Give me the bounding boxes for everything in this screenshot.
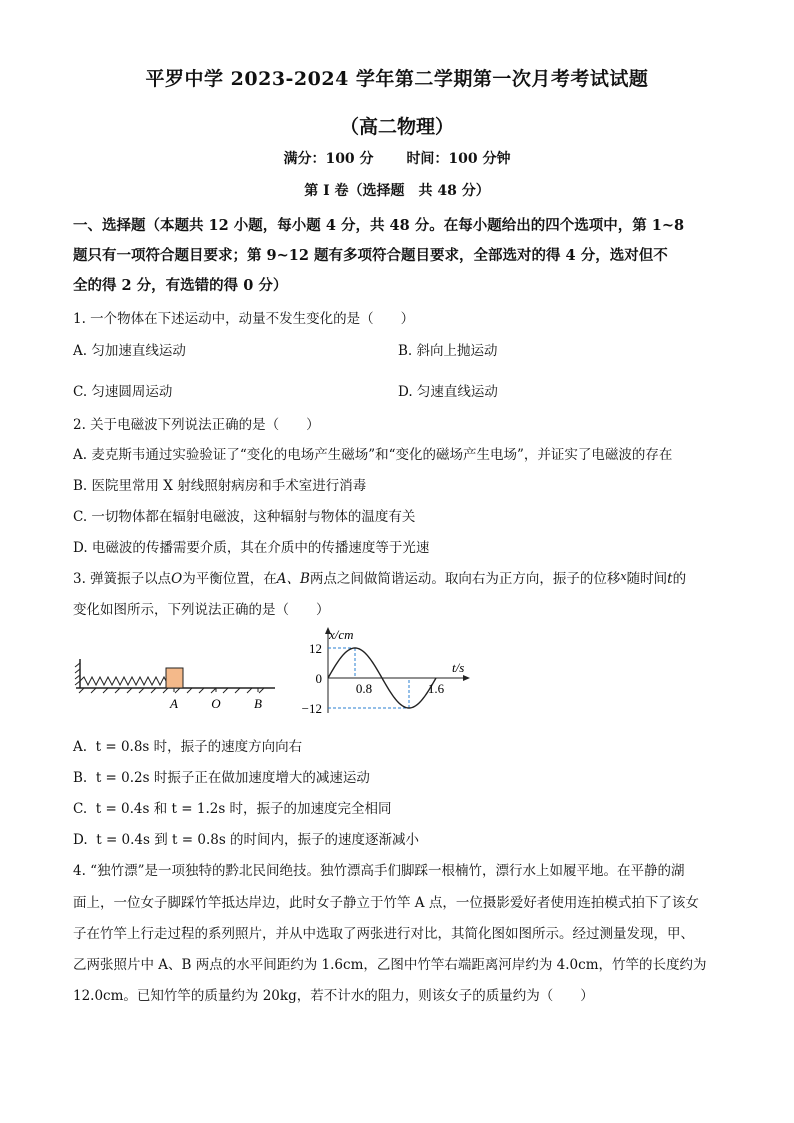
q2-option-b: B. 医院里常用 X 射线照射病房和手术室进行消毒 — [73, 478, 367, 494]
q2-option-d: D. 电磁波的传播需要介质，其在介质中的传播速度等于光速 — [73, 540, 430, 556]
tick-0: 0 — [315, 671, 322, 686]
q3-option-d: D. t = 0.4s 到 t = 0.8s 的时间内，振子的速度逐渐减小 — [73, 832, 420, 848]
q1-option-d: D. 匀速直线运动 — [398, 384, 498, 400]
oscillator-block — [166, 668, 183, 688]
displacement-time-graph — [290, 625, 490, 720]
tick-12: 12 — [309, 641, 322, 656]
x-axis-label: t/s — [452, 660, 465, 675]
q1-option-b: B. 斜向上抛运动 — [398, 343, 498, 359]
q1-option-a: A. 匀加速直线运动 — [73, 343, 186, 359]
y-axis-label: x/cm — [329, 627, 354, 642]
q4-line1: 4. “独竹漂”是一项独特的黔北民间绝技。独竹漂高手们脚踩一根楠竹，漂行水上如履平地。在平静的湖 — [73, 863, 685, 879]
q3-stem-line1: 3. 弹簧振子以点O为平衡位置，在A、B两点之间做简谐运动。取向右为正方向，振子的位移$^x$随时间t的 — [73, 570, 687, 587]
q3-option-b: B. t = 0.2s 时振子正在做加速度增大的减速运动 — [73, 770, 370, 786]
exam-meta — [0, 148, 794, 168]
q2-option-c: C. 一切物体都在辐射电磁波，这种辐射与物体的温度有关 — [73, 509, 416, 525]
section-instructions-line1: 一、选择题（本题共 12 小题，每小题 4 分，共 48 分。在每小题给出的四个选项中，第 1~8 — [73, 217, 685, 234]
label-o: O — [211, 696, 221, 711]
q1-stem: 1. 一个物体在下述运动中，动量不发生变化的是（ ） — [73, 311, 415, 327]
part-heading: 第 I 卷（选择题 共 48 分） — [304, 183, 490, 199]
q4-line2: 面上，一位女子脚踩竹竿抵达岸边，此时女子静立于竹竿 A 点，一位摄影爱好者使用连拍模式拍下了该女 — [73, 895, 699, 911]
q2-stem: 2. 关于电磁波下列说法正确的是（ ） — [73, 417, 320, 433]
label-a: A — [170, 696, 178, 711]
q3-option-a: A. t = 0.8s 时，振子的速度方向向右 — [73, 739, 303, 755]
q4-line4: 乙两张照片中 A、B 两点的水平间距约为 1.6cm，乙图中竹竿右端距离河岸约为 4.0cm，竹竿的长度约为 — [73, 957, 707, 973]
page-title: 平罗中学 2023-2024 学年第二学期第一次月考考试试题 — [145, 68, 649, 90]
full-score: 满分：100 分 — [283, 151, 374, 167]
q3-stem-line2: 变化如图所示，下列说法正确的是（ ） — [73, 602, 330, 618]
q3-option-c: C. t = 0.4s 和 t = 1.2s 时，振子的加速度完全相同 — [73, 801, 392, 817]
page-subtitle: （高二物理） — [339, 116, 454, 138]
spring-oscillator-figure — [72, 655, 282, 715]
section-instructions-line2: 题只有一项符合题目要求；第 9~12 题有多项符合题目要求，全部选对的得 4 分，选对但不 — [73, 247, 668, 264]
q2-option-a: A. 麦克斯韦通过实验验证了“变化的电场产生磁场”和“变化的磁场产生电场”，并证实了电磁波的存在 — [73, 447, 673, 463]
label-b: B — [254, 696, 262, 711]
x-axis-arrow — [463, 675, 470, 681]
section-instructions-line3: 全的得 2 分，有选错的得 0 分） — [73, 277, 288, 294]
q1-option-c: C. 匀速圆周运动 — [73, 384, 173, 400]
q4-line3: 子在竹竿上行走过程的系列照片，并从中选取了两张进行对比，其简化图如图所示。经过测量发现，甲、 — [73, 926, 694, 942]
exam-time: 时间：100 分钟 — [406, 151, 511, 167]
tick-minus-12: −12 — [301, 701, 322, 716]
tick-0-8: 0.8 — [355, 681, 373, 696]
spring — [80, 677, 166, 685]
q4-line5: 12.0cm。已知竹竿的质量约为 20kg，若不计水的阻力，则该女子的质量约为（ ） — [73, 988, 594, 1004]
tick-1-6: 1.6 — [427, 681, 445, 696]
